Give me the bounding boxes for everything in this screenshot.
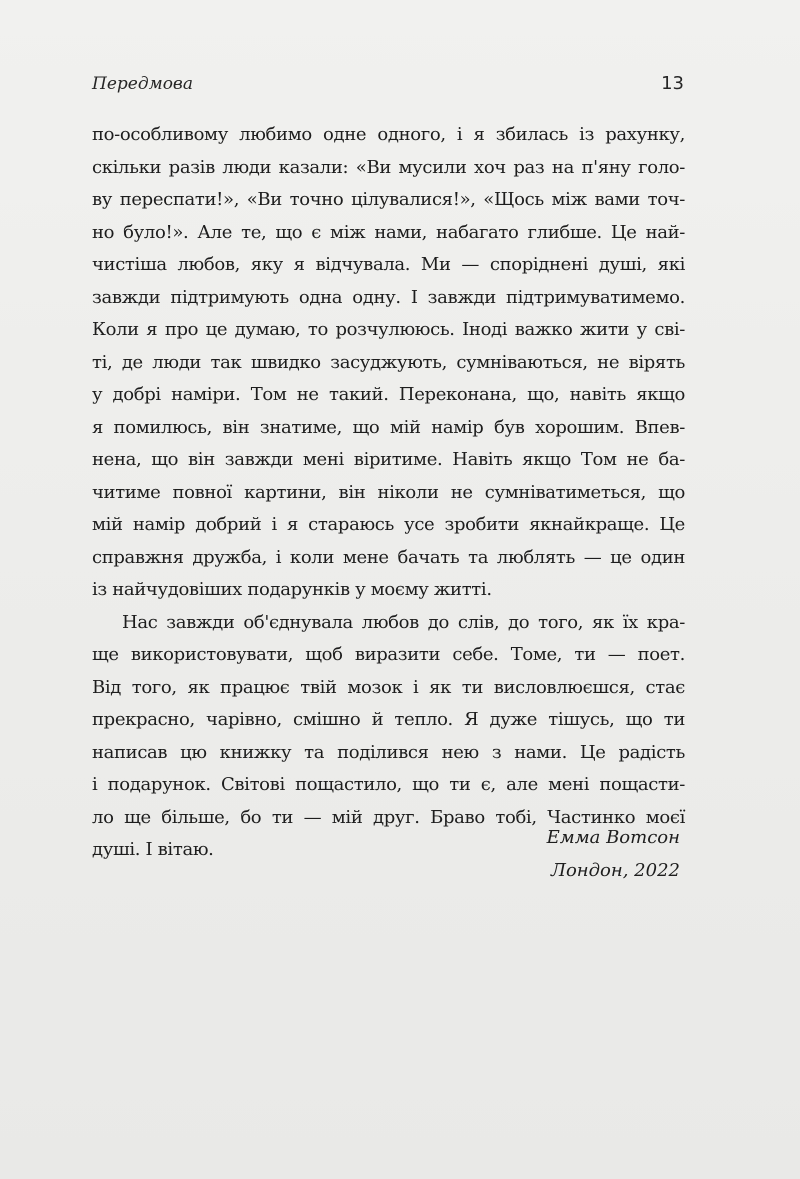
text-line: справжня дружба, і коли мене бачать та люблять — це один bbox=[92, 546, 685, 568]
text-line: і подарунок. Світові пощастило, що ти є, але мені пощасти- bbox=[92, 774, 685, 795]
text-line: ло ще більше, бо ти — мій друг. Браво тобі, Частинко моєї bbox=[92, 806, 685, 828]
text-line: Коли я про це думаю, то розчулююсь. Іноді важко жити у сві- bbox=[92, 319, 685, 340]
text-line: прекрасно, чарівно, смішно й тепло. Я дуже тішусь, що ти bbox=[92, 709, 685, 730]
text-line: у добрі наміри. Том не такий. Переконана, що, навіть якщо bbox=[92, 384, 685, 405]
text-line: я помилюсь, він знатиме, що мій намір був хорошим. Впев- bbox=[92, 416, 685, 438]
text-line: нена, що він завжди мені віритиме. Навіть якщо Том не ба- bbox=[92, 449, 685, 470]
text-line: ву переспати!», «Ви точно цілувалися!», «Щось між вами точ- bbox=[92, 189, 685, 210]
text-line: чистіша любов, яку я відчувала. Ми — споріднені душі, які bbox=[92, 254, 685, 275]
text-line: мій намір добрий і я стараюсь усе зробити якнайкраще. Це bbox=[92, 514, 685, 535]
text-line: ще використовувати, щоб виразити себе. Томе, ти — поет. bbox=[92, 644, 685, 665]
text-line: Від того, як працює твій мозок і як ти висловлюєшся, стає bbox=[92, 676, 685, 698]
signature-author: Емма Вотсон bbox=[546, 827, 680, 848]
page-number: 13 bbox=[661, 73, 684, 94]
text-line: скільки разів люди казали: «Ви мусили хоч раз на п'яну голо- bbox=[92, 156, 685, 178]
signature-block bbox=[547, 822, 680, 887]
text-line: но було!». Але те, що є між нами, набагато глибше. Це най- bbox=[92, 221, 685, 243]
signature-place-year: Лондон, 2022 bbox=[550, 859, 680, 881]
text-line: із найчудовіших подарунків у моєму житті. bbox=[92, 579, 492, 600]
text-line: Нас завжди об'єднувала любов до слів, до того, як їх кра- bbox=[122, 611, 685, 633]
paragraph-1 bbox=[92, 119, 685, 607]
text-line: читиме повної картини, він ніколи не сумніватиметься, що bbox=[92, 481, 685, 503]
text-line: завжди підтримують одна одну. І завжди підтримуватимемо. bbox=[92, 286, 685, 308]
body-text bbox=[92, 119, 685, 867]
text-line: написав цю книжку та поділився нею з нами. Це радість bbox=[92, 741, 685, 763]
text-line: по-особливому любимо одне одного, і я збилась із рахунку, bbox=[92, 124, 685, 145]
running-head-title: Передмова bbox=[92, 74, 193, 94]
text-line: ті, де люди так швидко засуджують, сумніваються, не вірять bbox=[92, 351, 685, 373]
text-line: душі. І вітаю. bbox=[92, 839, 214, 860]
